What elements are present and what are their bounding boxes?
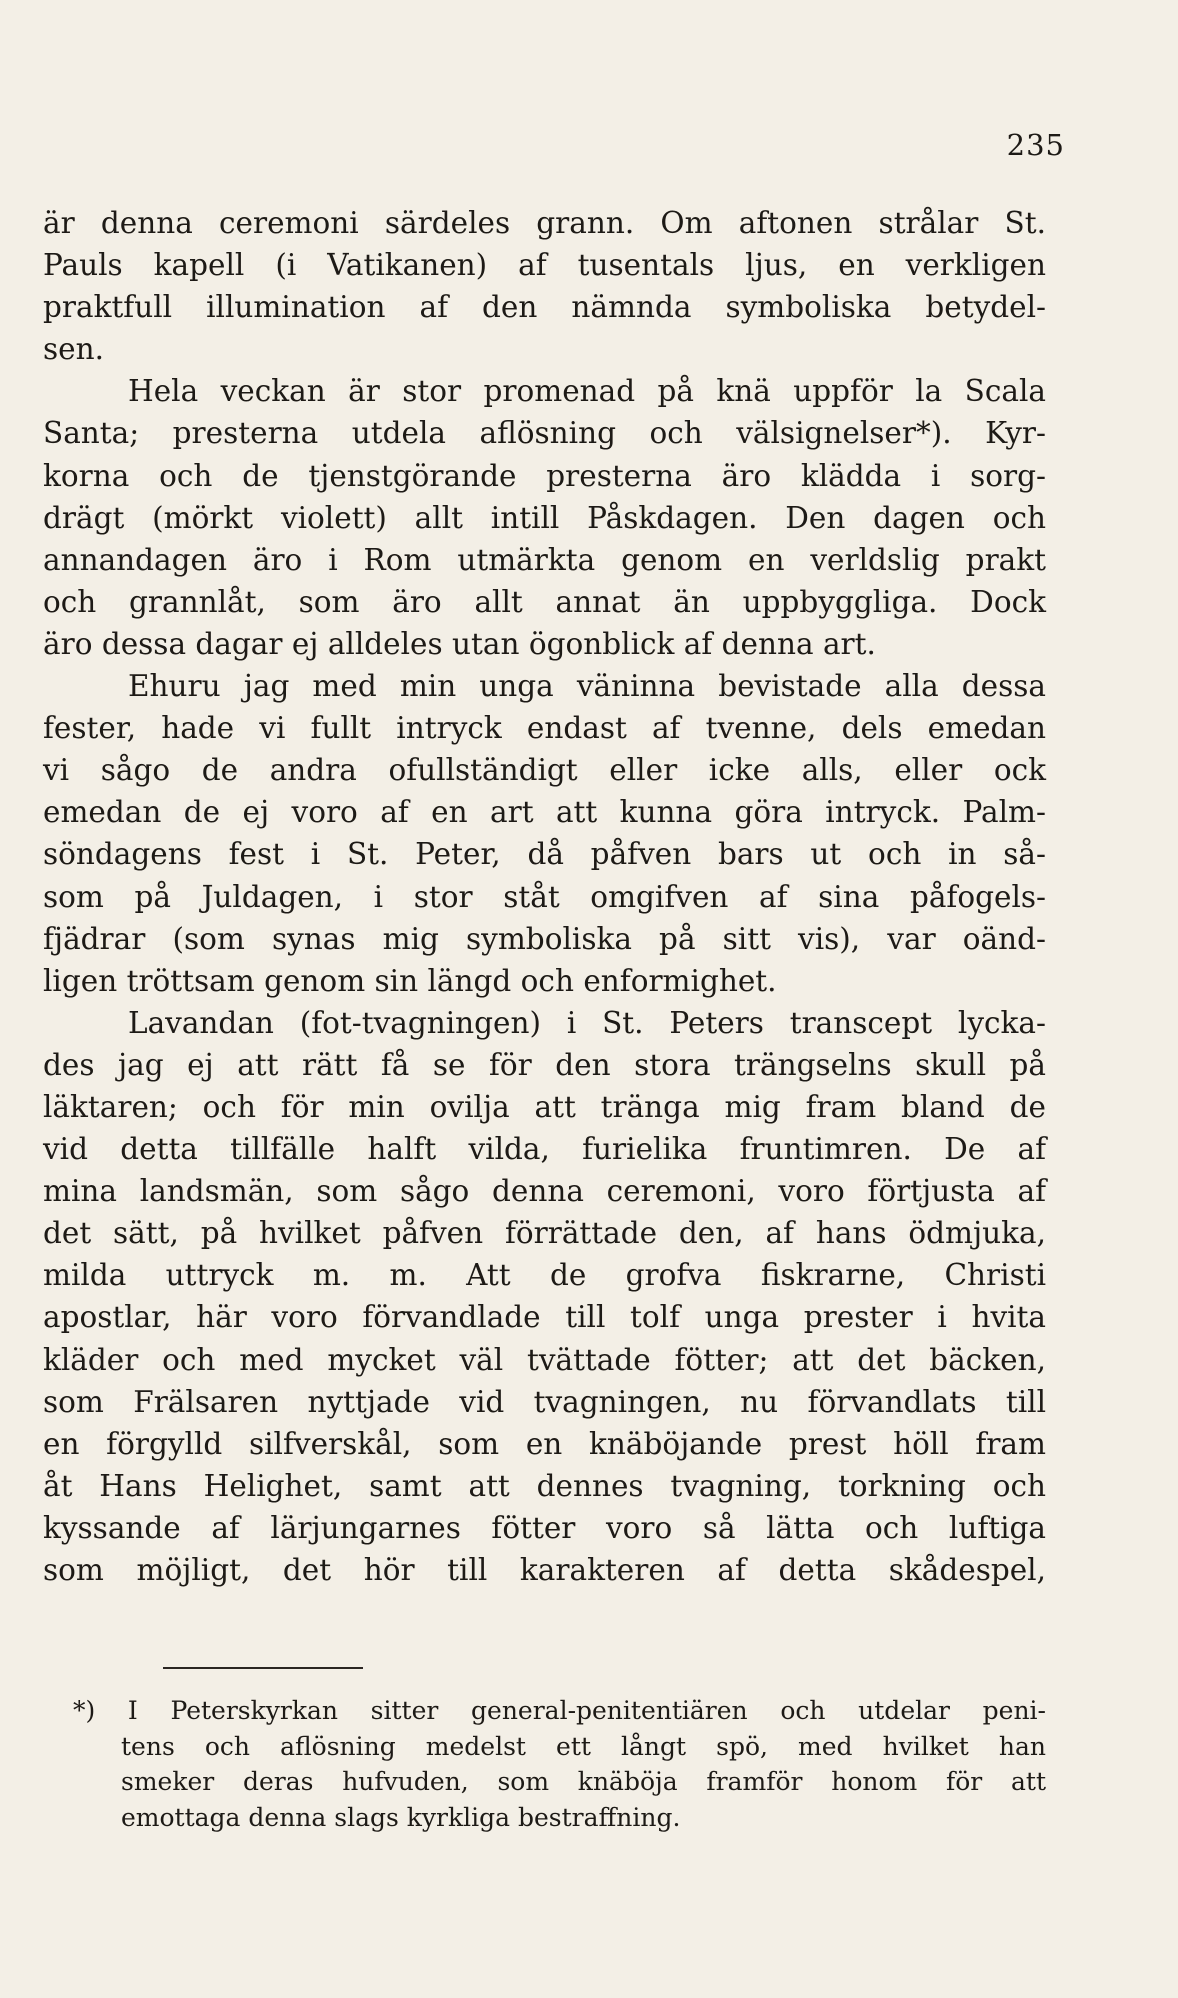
text-line: milda uttryck m. m. Att de grofva fiskrarne, Christi	[43, 1258, 1046, 1293]
text-line: praktfull illumination af den nämnda symboliska betydel-	[43, 290, 1046, 325]
footnote	[73, 1693, 1046, 1835]
text-line: som på Juldagen, i stor ståt omgifven af sina påfogels-	[43, 879, 1046, 914]
text-line: fjädrar (som synas mig symboliska på sitt vis), var oänd-	[43, 921, 1046, 956]
text-line: en förgylld silfverskål, som en knäböjande prest höll fram	[43, 1426, 1046, 1461]
text-line: och grannlåt, som äro allt annat än uppbyggliga. Dock	[43, 584, 1046, 619]
text-line: äro dessa dagar ej alldeles utan ögonblick af denna art.	[43, 626, 876, 661]
text-line: sen.	[43, 332, 104, 367]
text-line: Lavandan (fot-tvagningen) i St. Peters transcept lycka-	[128, 1005, 1046, 1040]
text-line: söndagens fest i St. Peter, då påfven bars ut och in så-	[43, 837, 1046, 872]
page-number: 235	[1006, 128, 1065, 162]
text-line: Hela veckan är stor promenad på knä uppför la Scala	[128, 374, 1046, 409]
footnote-line: smeker deras hufvuden, som knäböja framför honom för att	[121, 1767, 1046, 1796]
text-line: vi sågo de andra ofullständigt eller icke alls, eller ock	[43, 753, 1046, 788]
text-line: emedan de ej voro af en art att kunna göra intryck. Palm-	[43, 795, 1046, 830]
footnote-line: *) I Peterskyrkan sitter general-penitentiären och utdelar peni-	[73, 1696, 1046, 1725]
text-line: fester, hade vi fullt intryck endast af tvenne, dels emedan	[43, 711, 1046, 746]
text-line: läktaren; och för min ovilja att tränga mig fram bland de	[43, 1089, 1046, 1124]
text-line: som möjligt, det hör till karakteren af detta skådespel,	[43, 1553, 1046, 1587]
text-line: det sätt, på hvilket påfven förrättade den, af hans ödmjuka,	[43, 1216, 1046, 1251]
text-line: kyssande af lärjungarnes fötter voro så lätta och luftiga	[43, 1510, 1046, 1545]
text-line: Pauls kapell (i Vatikanen) af tusentals ljus, en verkligen	[43, 248, 1046, 283]
text-line: ligen tröttsam genom sin längd och enformighet.	[43, 963, 777, 998]
body-text	[43, 202, 1046, 1591]
text-line: apostlar, här voro förvandlade till tolf unga prester i hvita	[43, 1300, 1046, 1335]
text-line: som Frälsaren nyttjade vid tvagningen, nu förvandlats till	[43, 1384, 1046, 1419]
footnote-line: tens och aflösning medelst ett långt spö, med hvilket han	[121, 1731, 1046, 1761]
footnote-line: emottaga denna slags kyrkliga bestraffning.	[121, 1802, 681, 1832]
text-line: Santa; presterna utdela aflösning och välsignelser*). Kyr-	[43, 416, 1046, 451]
text-line: drägt (mörkt violett) allt intill Påskdagen. Den dagen och	[43, 500, 1046, 535]
text-line: Ehuru jag med min unga väninna bevistade alla dessa	[128, 669, 1046, 704]
footnote-divider	[163, 1667, 363, 1669]
text-line: åt Hans Helighet, samt att dennes tvagning, torkning och	[43, 1468, 1046, 1503]
text-line: kläder och med mycket väl tvättade fötter; att det bäcken,	[43, 1342, 1046, 1377]
text-line: des jag ej att rätt få se för den stora trängselns skull på	[43, 1047, 1046, 1082]
text-line: är denna ceremoni särdeles grann. Om aftonen strålar St.	[43, 206, 1046, 240]
text-line: mina landsmän, som sågo denna ceremoni, voro förtjusta af	[43, 1174, 1046, 1209]
text-line: annandagen äro i Rom utmärkta genom en verldslig prakt	[43, 542, 1046, 577]
text-line: korna och de tjenstgörande presterna äro klädda i sorg-	[43, 458, 1046, 493]
text-line: vid detta tillfälle halft vilda, furielika fruntimren. De af	[43, 1132, 1046, 1167]
